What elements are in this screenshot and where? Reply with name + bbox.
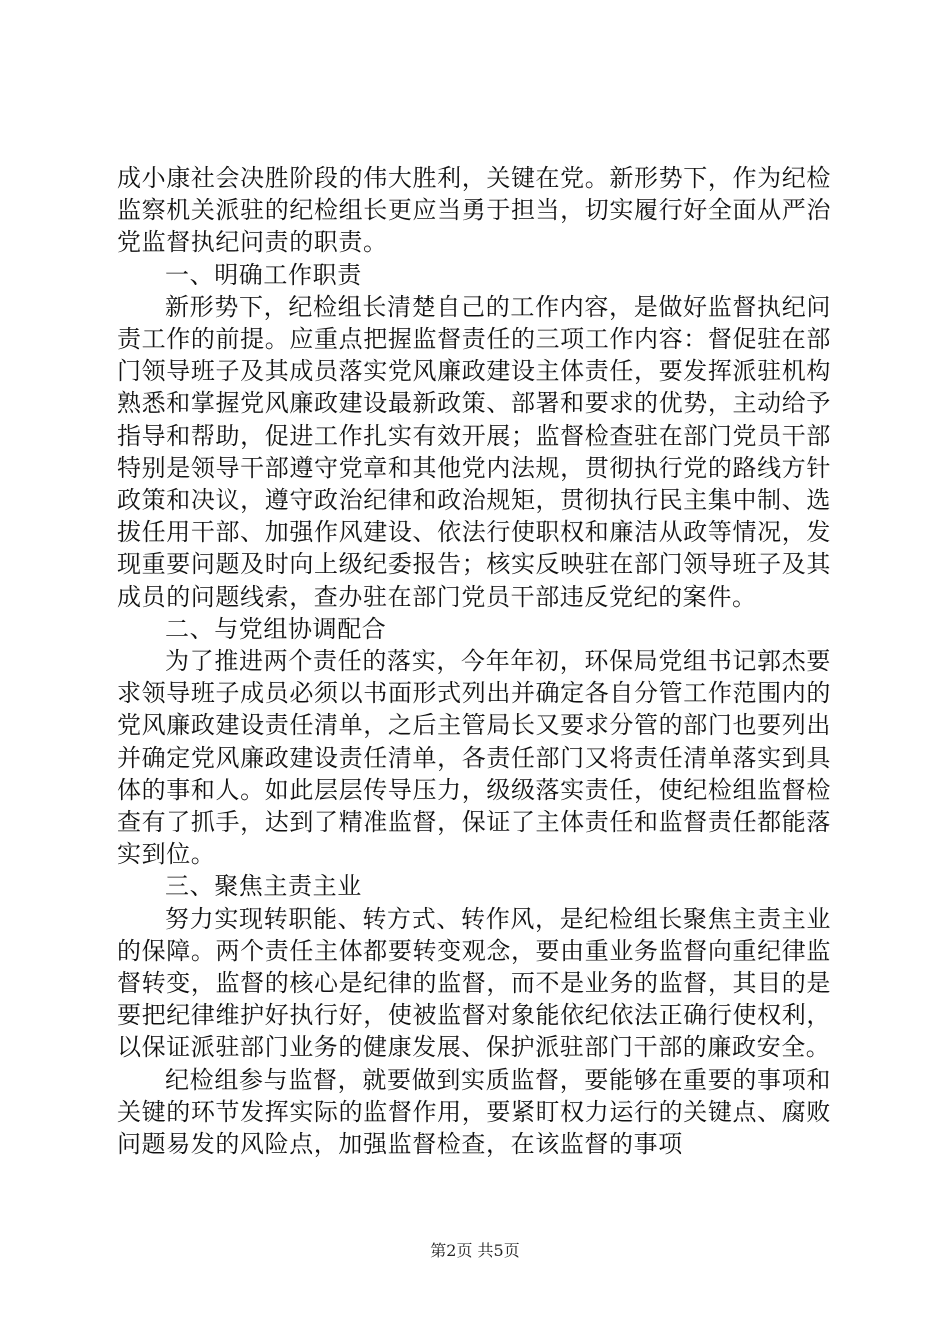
- document-body: [117, 162, 831, 1160]
- paragraph: 纪检组参与监督，就要做到实质监督，要能够在重要的事项和关键的环节发挥实际的监督作用，要紧盯权力运行的关键点、腐败问题易发的风险点，加强监督检查，在该监督的事项: [117, 1065, 831, 1159]
- paragraph: 努力实现转职能、转方式、转作风，是纪检组长聚焦主责主业的保障。两个责任主体都要转变观念，要由重业务监督向重纪律监督转变，监督的核心是纪律的监督，而不是业务的监督，其目的是要把纪律维护好执行好，使被监督对象能依纪依法正确行使权利，以保证派驻部门业务的健康发展、保护派驻部门干部的廉政安全。: [117, 904, 831, 1062]
- section-heading: 三、聚焦主责主业: [165, 872, 362, 901]
- paragraph: 成小康社会决胜阶段的伟大胜利，关键在党。新形势下，作为纪检监察机关派驻的纪检组长更应当勇于担当，切实履行好全面从严治党监督执纪问责的职责。: [117, 164, 831, 257]
- paragraph: 为了推进两个责任的落实，今年年初，环保局党组书记郭杰要求领导班子成员必须以书面形式列出并确定各自分管工作范围内的党风廉政建设责任清单，之后主管局长又要求分管的部门也要列出并确定党风廉政建设责任清单，各责任部门又将责任清单落实到具体的事和人。如此层层传导压力，级级落实责任，使纪检组监督检查有了抓手，达到了精准监督，保证了主体责任和监督责任都能落实到位。: [117, 647, 831, 869]
- section-heading: 一、明确工作职责: [165, 260, 362, 289]
- paragraph: 新形势下，纪检组长清楚自己的工作内容，是做好监督执纪问责工作的前提。应重点把握监督责任的三项工作内容：督促驻在部门领导班子及其成员落实党风廉政建设主体责任，要发挥派驻机构熟悉和掌握党风廉政建设最新政策、部署和要求的优势，主动给予指导和帮助，促进工作扎实有效开展；监督检查驻在部门党员干部特别是领导干部遵守党章和其他党内法规，贯彻执行党的路线方针政策和决议，遵守政治纪律和政治规矩，贯彻执行民主集中制、选拔任用干部、加强作风建设、依法行使职权和廉洁从政等情况，发现重要问题及时向上级纪委报告；核实反映驻在部门领导班子及其成员的问题线索，查办驻在部门党员干部违反党纪的案件。: [117, 292, 831, 611]
- section-heading: 二、与党组协调配合: [165, 614, 387, 643]
- page-footer: 第2页 共5页: [430, 1241, 520, 1260]
